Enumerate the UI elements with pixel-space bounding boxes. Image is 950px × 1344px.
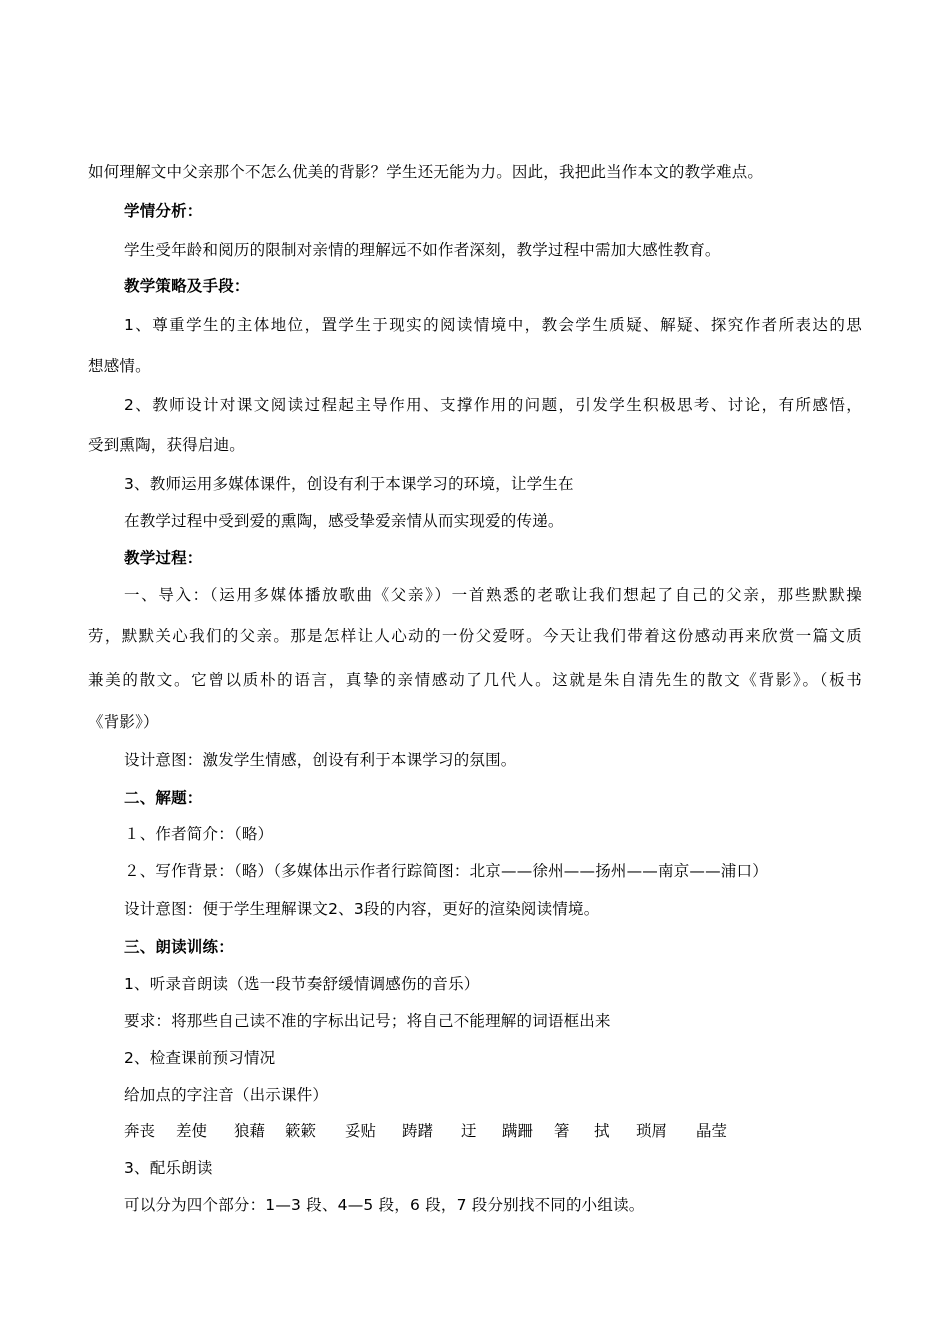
section-heading-reading-training: 三、朗读训练： (124, 938, 234, 956)
paragraph-line: 2、教师设计对课文阅读过程起主导作用、支撑作用的问题，引发学生积极思考、讨论，有所感悟， (124, 396, 862, 414)
section-heading-topic-explanation: 二、解题： (124, 789, 203, 807)
section-heading-student-analysis: 学情分析： (124, 202, 203, 220)
paragraph-line: 1、听录音朗读（选一段节奏舒缓情调感伤的音乐） (124, 975, 480, 993)
vocabulary-word: 差使 (176, 1122, 208, 1140)
paragraph-line: 要求：将那些自己读不准的字标出记号；将自己不能理解的词语框出来 (124, 1012, 611, 1030)
vocabulary-word: 狼藉 (234, 1122, 266, 1140)
paragraph-line: 劳，默默关心我们的父亲。那是怎样让人心动的一份父爱呀。今天让我们带着这份感动再来欣赏一篇文质 (88, 627, 862, 645)
paragraph-line: １、作者简介：（略） (124, 825, 274, 843)
paragraph-line: 1、尊重学生的主体地位，置学生于现实的阅读情境中，教会学生质疑、解疑、探究作者所表达的思 (124, 316, 862, 334)
vocabulary-word: 踌躇 (402, 1122, 434, 1140)
vocabulary-word: 迂 (461, 1122, 477, 1140)
paragraph-line: 想感情。 (88, 357, 151, 375)
vocabulary-word: 拭 (594, 1122, 610, 1140)
paragraph-line: 一、导入：（运用多媒体播放歌曲《父亲》）一首熟悉的老歌让我们想起了自己的父亲，那些默默操 (124, 586, 862, 604)
paragraph-line: 在教学过程中受到爱的熏陶，感受挚爱亲情从而实现爱的传递。 (124, 512, 564, 530)
paragraph-line: 《背影》） (88, 713, 159, 731)
paragraph-line: 设计意图：激发学生情感，创设有利于本课学习的氛围。 (124, 751, 517, 769)
paragraph-line: 3、教师运用多媒体课件，创设有利于本课学习的环境，让学生在 (124, 475, 574, 493)
paragraph-line: 如何理解文中父亲那个不怎么优美的背影？学生还无能为力。因此，我把此当作本文的教学难点。 (88, 163, 764, 181)
paragraph-line: 学生受年龄和阅历的限制对亲情的理解远不如作者深刻，教学过程中需加大感性教育。 (124, 241, 721, 259)
vocabulary-word: 蹒跚 (502, 1122, 534, 1140)
paragraph-line: ２、写作背景：（略）（多媒体出示作者行踪简图：北京——徐州——扬州——南京——浦口） (124, 862, 768, 880)
section-heading-teaching-strategy: 教学策略及手段： (124, 277, 250, 295)
vocabulary-word: 奔丧 (124, 1122, 156, 1140)
section-heading-teaching-process: 教学过程： (124, 549, 203, 567)
vocabulary-word: 箸 (554, 1122, 570, 1140)
vocabulary-word: 簌簌 (285, 1122, 317, 1140)
vocabulary-word: 妥贴 (345, 1122, 377, 1140)
vocabulary-word: 晶莹 (696, 1122, 728, 1140)
paragraph-line: 可以分为四个部分：1—3 段、4—5 段，6 段，7 段分别找不同的小组读。 (124, 1196, 645, 1214)
paragraph-line: 给加点的字注音（出示课件） (124, 1086, 329, 1104)
paragraph-line: 3、配乐朗读 (124, 1159, 213, 1177)
paragraph-line: 设计意图：便于学生理解课文2、3段的内容，更好的渲染阅读情境。 (124, 900, 600, 918)
vocabulary-word: 琐屑 (636, 1122, 668, 1140)
paragraph-line: 受到熏陶，获得启迪。 (88, 436, 246, 454)
paragraph-line: 兼美的散文。它曾以质朴的语言，真挚的亲情感动了几代人。这就是朱自清先生的散文《背影》。（板书 (88, 671, 862, 689)
paragraph-line: 2、检查课前预习情况 (124, 1049, 276, 1067)
